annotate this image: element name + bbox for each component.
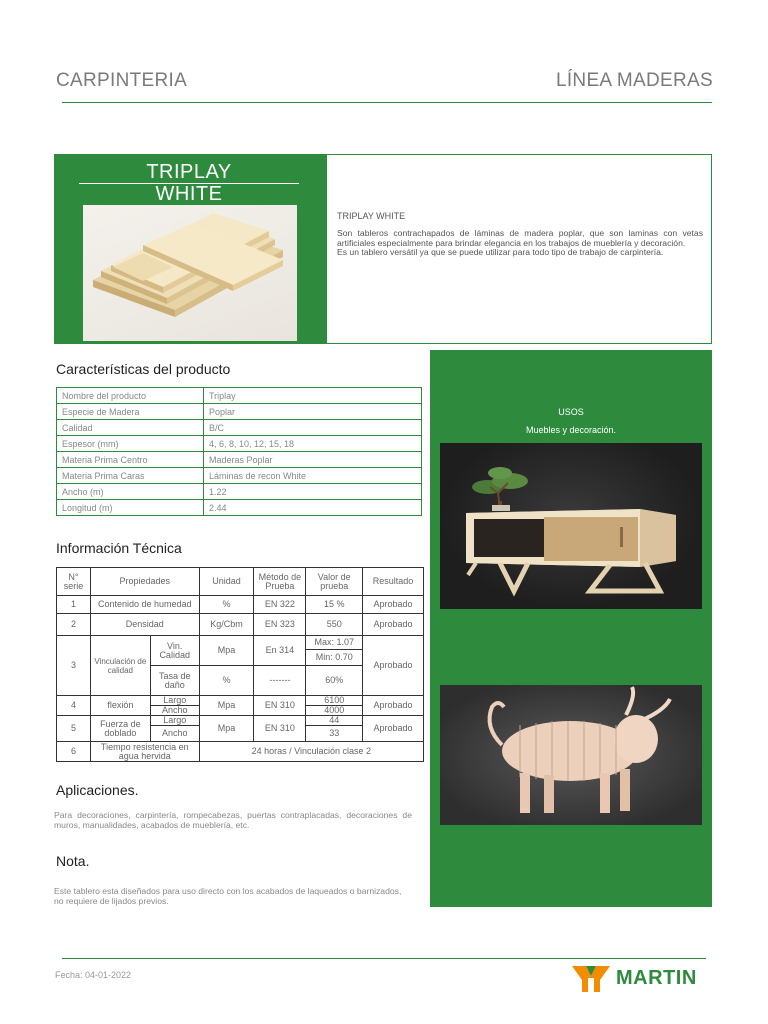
cell-unidad: Mpa bbox=[199, 696, 254, 716]
cell-valor: 44 bbox=[306, 716, 363, 726]
cell-valor: Max: 1.07 bbox=[306, 636, 363, 650]
cell-unidad: Mpa bbox=[199, 716, 254, 742]
product-title-line2: WHITE bbox=[155, 183, 223, 205]
cell-valor: 60% bbox=[306, 666, 363, 696]
cell-subpropiedad: Ancho bbox=[150, 726, 199, 742]
bull-sculpture-image bbox=[440, 685, 702, 825]
cell-unidad: Mpa bbox=[199, 636, 254, 666]
cell-serie: 5 bbox=[57, 716, 91, 742]
product-title bbox=[79, 161, 299, 205]
row-key: Materia Prima Centro bbox=[57, 452, 204, 468]
cell-resultado: Aprobado bbox=[363, 596, 424, 614]
product-desc-title: TRIPLAY WHITE bbox=[337, 211, 406, 221]
row-value: Láminas de recon White bbox=[204, 468, 422, 484]
product-desc-paragraph-2: Es un tablero versátil ya que se puede utilizar para todo tipo de trabajo de carpintería. bbox=[337, 247, 664, 258]
cell-serie: 4 bbox=[57, 696, 91, 716]
cell-metodo: EN 310 bbox=[254, 696, 306, 716]
cell-serie: 3 bbox=[57, 636, 91, 696]
cell-subpropiedad: Largo bbox=[150, 696, 199, 706]
cell-propiedad: Fuerza de doblado bbox=[90, 716, 150, 742]
table-row bbox=[57, 696, 424, 706]
cell-unidad: % bbox=[199, 596, 254, 614]
product-title-panel bbox=[55, 155, 327, 343]
characteristics-table bbox=[56, 387, 422, 516]
row-key: Materia Prima Caras bbox=[57, 468, 204, 484]
row-key: Longitud (m) bbox=[57, 500, 204, 516]
cell-metodo: EN 310 bbox=[254, 716, 306, 742]
cell-valor: 15 % bbox=[306, 596, 363, 614]
cell-metodo: EN 323 bbox=[254, 614, 306, 636]
decoration-photo bbox=[440, 685, 702, 825]
row-value: Triplay bbox=[204, 388, 422, 404]
row-key: Espesor (mm) bbox=[57, 436, 204, 452]
cell-propiedad: Contenido de humedad bbox=[90, 596, 199, 614]
row-value: Maderas Poplar bbox=[204, 452, 422, 468]
cell-propiedad: Tiempo resistencia en agua hervida bbox=[90, 742, 199, 762]
uses-title: USOS bbox=[558, 407, 584, 417]
header-resultado: Resultado bbox=[363, 568, 424, 596]
cell-valor: 550 bbox=[306, 614, 363, 636]
cell-valor: 33 bbox=[306, 726, 363, 742]
row-key: Calidad bbox=[57, 420, 204, 436]
cell-subpropiedad: Largo bbox=[150, 716, 199, 726]
note-text: Este tablero esta diseñados para uso directo con los acabados de laqueados o barnizados, no requiere de lijados previos. bbox=[54, 886, 402, 906]
header-valor: Valor de prueba bbox=[306, 568, 363, 596]
tech-info-title: Información Técnica bbox=[56, 540, 182, 556]
cell-metodo: En 314 bbox=[254, 636, 306, 666]
uses-panel bbox=[430, 350, 712, 907]
cell-valor: 6100 bbox=[306, 696, 363, 706]
cell-valor: Min: 0.70 bbox=[306, 650, 363, 666]
table-row bbox=[57, 404, 422, 420]
table-row bbox=[57, 468, 422, 484]
cell-valor: 4000 bbox=[306, 706, 363, 716]
cell-resultado: Aprobado bbox=[363, 636, 424, 696]
row-value: 4, 6, 8, 10, 12, 15, 18 bbox=[204, 436, 422, 452]
martin-logo-text: MARTIN bbox=[616, 967, 697, 989]
row-key: Nombre del producto bbox=[57, 388, 204, 404]
note-title: Nota. bbox=[56, 853, 90, 869]
martin-logo-icon bbox=[572, 966, 610, 992]
cell-metodo: EN 322 bbox=[254, 596, 306, 614]
table-row bbox=[57, 420, 422, 436]
header-line: LÍNEA MADERAS bbox=[555, 70, 713, 91]
uses-subtitle: Muebles y decoración. bbox=[525, 425, 617, 435]
header-serie: N° serie bbox=[57, 568, 91, 596]
table-row bbox=[57, 742, 424, 762]
row-key: Ancho (m) bbox=[57, 484, 204, 500]
cell-serie: 6 bbox=[57, 742, 91, 762]
table-row bbox=[57, 596, 424, 614]
tv-cabinet-image bbox=[440, 443, 702, 609]
cell-resultado: Aprobado bbox=[363, 716, 424, 742]
cell-propiedad: Vinculación de calidad bbox=[90, 636, 150, 696]
cell-resultado: Aprobado bbox=[363, 696, 424, 716]
product-description bbox=[337, 229, 703, 258]
row-value: B/C bbox=[204, 420, 422, 436]
table-row bbox=[57, 452, 422, 468]
cell-unidad: % bbox=[199, 666, 254, 696]
cell-serie: 2 bbox=[57, 614, 91, 636]
cell-subpropiedad: Vin. Calidad bbox=[150, 636, 199, 666]
cell-resultado: Aprobado bbox=[363, 614, 424, 636]
table-row bbox=[57, 388, 422, 404]
row-value: 2.44 bbox=[204, 500, 422, 516]
table-row bbox=[57, 500, 422, 516]
martin-logo bbox=[572, 966, 702, 994]
furniture-photo bbox=[440, 443, 702, 609]
table-row bbox=[57, 436, 422, 452]
product-title-line1: TRIPLAY bbox=[146, 161, 232, 183]
table-header-row bbox=[57, 568, 424, 596]
cell-metodo: ------- bbox=[254, 666, 306, 696]
row-key: Especie de Madera bbox=[57, 404, 204, 420]
header-metodo: Método de Prueba bbox=[254, 568, 306, 596]
cell-subpropiedad: Ancho bbox=[150, 706, 199, 716]
product-desc-paragraph-1: Son tableros contrachapados de láminas de madera poplar, que son laminas con vetas artificiales especialmente para brindar elegancia en los trabajos de mueblería y decoración. bbox=[337, 228, 703, 248]
header-category: CARPINTERIA bbox=[56, 70, 188, 91]
cell-unidad: Kg/Cbm bbox=[199, 614, 254, 636]
table-row bbox=[57, 614, 424, 636]
product-photo bbox=[83, 205, 297, 341]
product-box bbox=[54, 154, 712, 344]
cell-propiedad: Densidad bbox=[90, 614, 199, 636]
cell-serie: 1 bbox=[57, 596, 91, 614]
cell-propiedad: flexión bbox=[90, 696, 150, 716]
tech-info-table bbox=[56, 567, 424, 762]
applications-title: Aplicaciones. bbox=[56, 782, 139, 798]
header-propiedades: Propiedades bbox=[90, 568, 199, 596]
cell-subpropiedad: Tasa de daño bbox=[150, 666, 199, 696]
table-row bbox=[57, 484, 422, 500]
footer-divider bbox=[62, 958, 706, 959]
table-row bbox=[57, 636, 424, 650]
row-value: Poplar bbox=[204, 404, 422, 420]
applications-text: Para decoraciones, carpintería, rompecabezas, puertas contraplacadas, decoraciones de muros, manualidades, acabados de mueblería, etc. bbox=[54, 810, 412, 830]
header-divider bbox=[62, 102, 712, 103]
table-row bbox=[57, 716, 424, 726]
row-value: 1.22 bbox=[204, 484, 422, 500]
footer-date: Fecha: 04-01-2022 bbox=[55, 970, 132, 980]
plywood-boards-image bbox=[83, 205, 297, 341]
header-unidad: Unidad bbox=[199, 568, 254, 596]
characteristics-title: Características del producto bbox=[56, 361, 231, 377]
cell-valor: 24 horas / Vinculación clase 2 bbox=[199, 742, 423, 762]
